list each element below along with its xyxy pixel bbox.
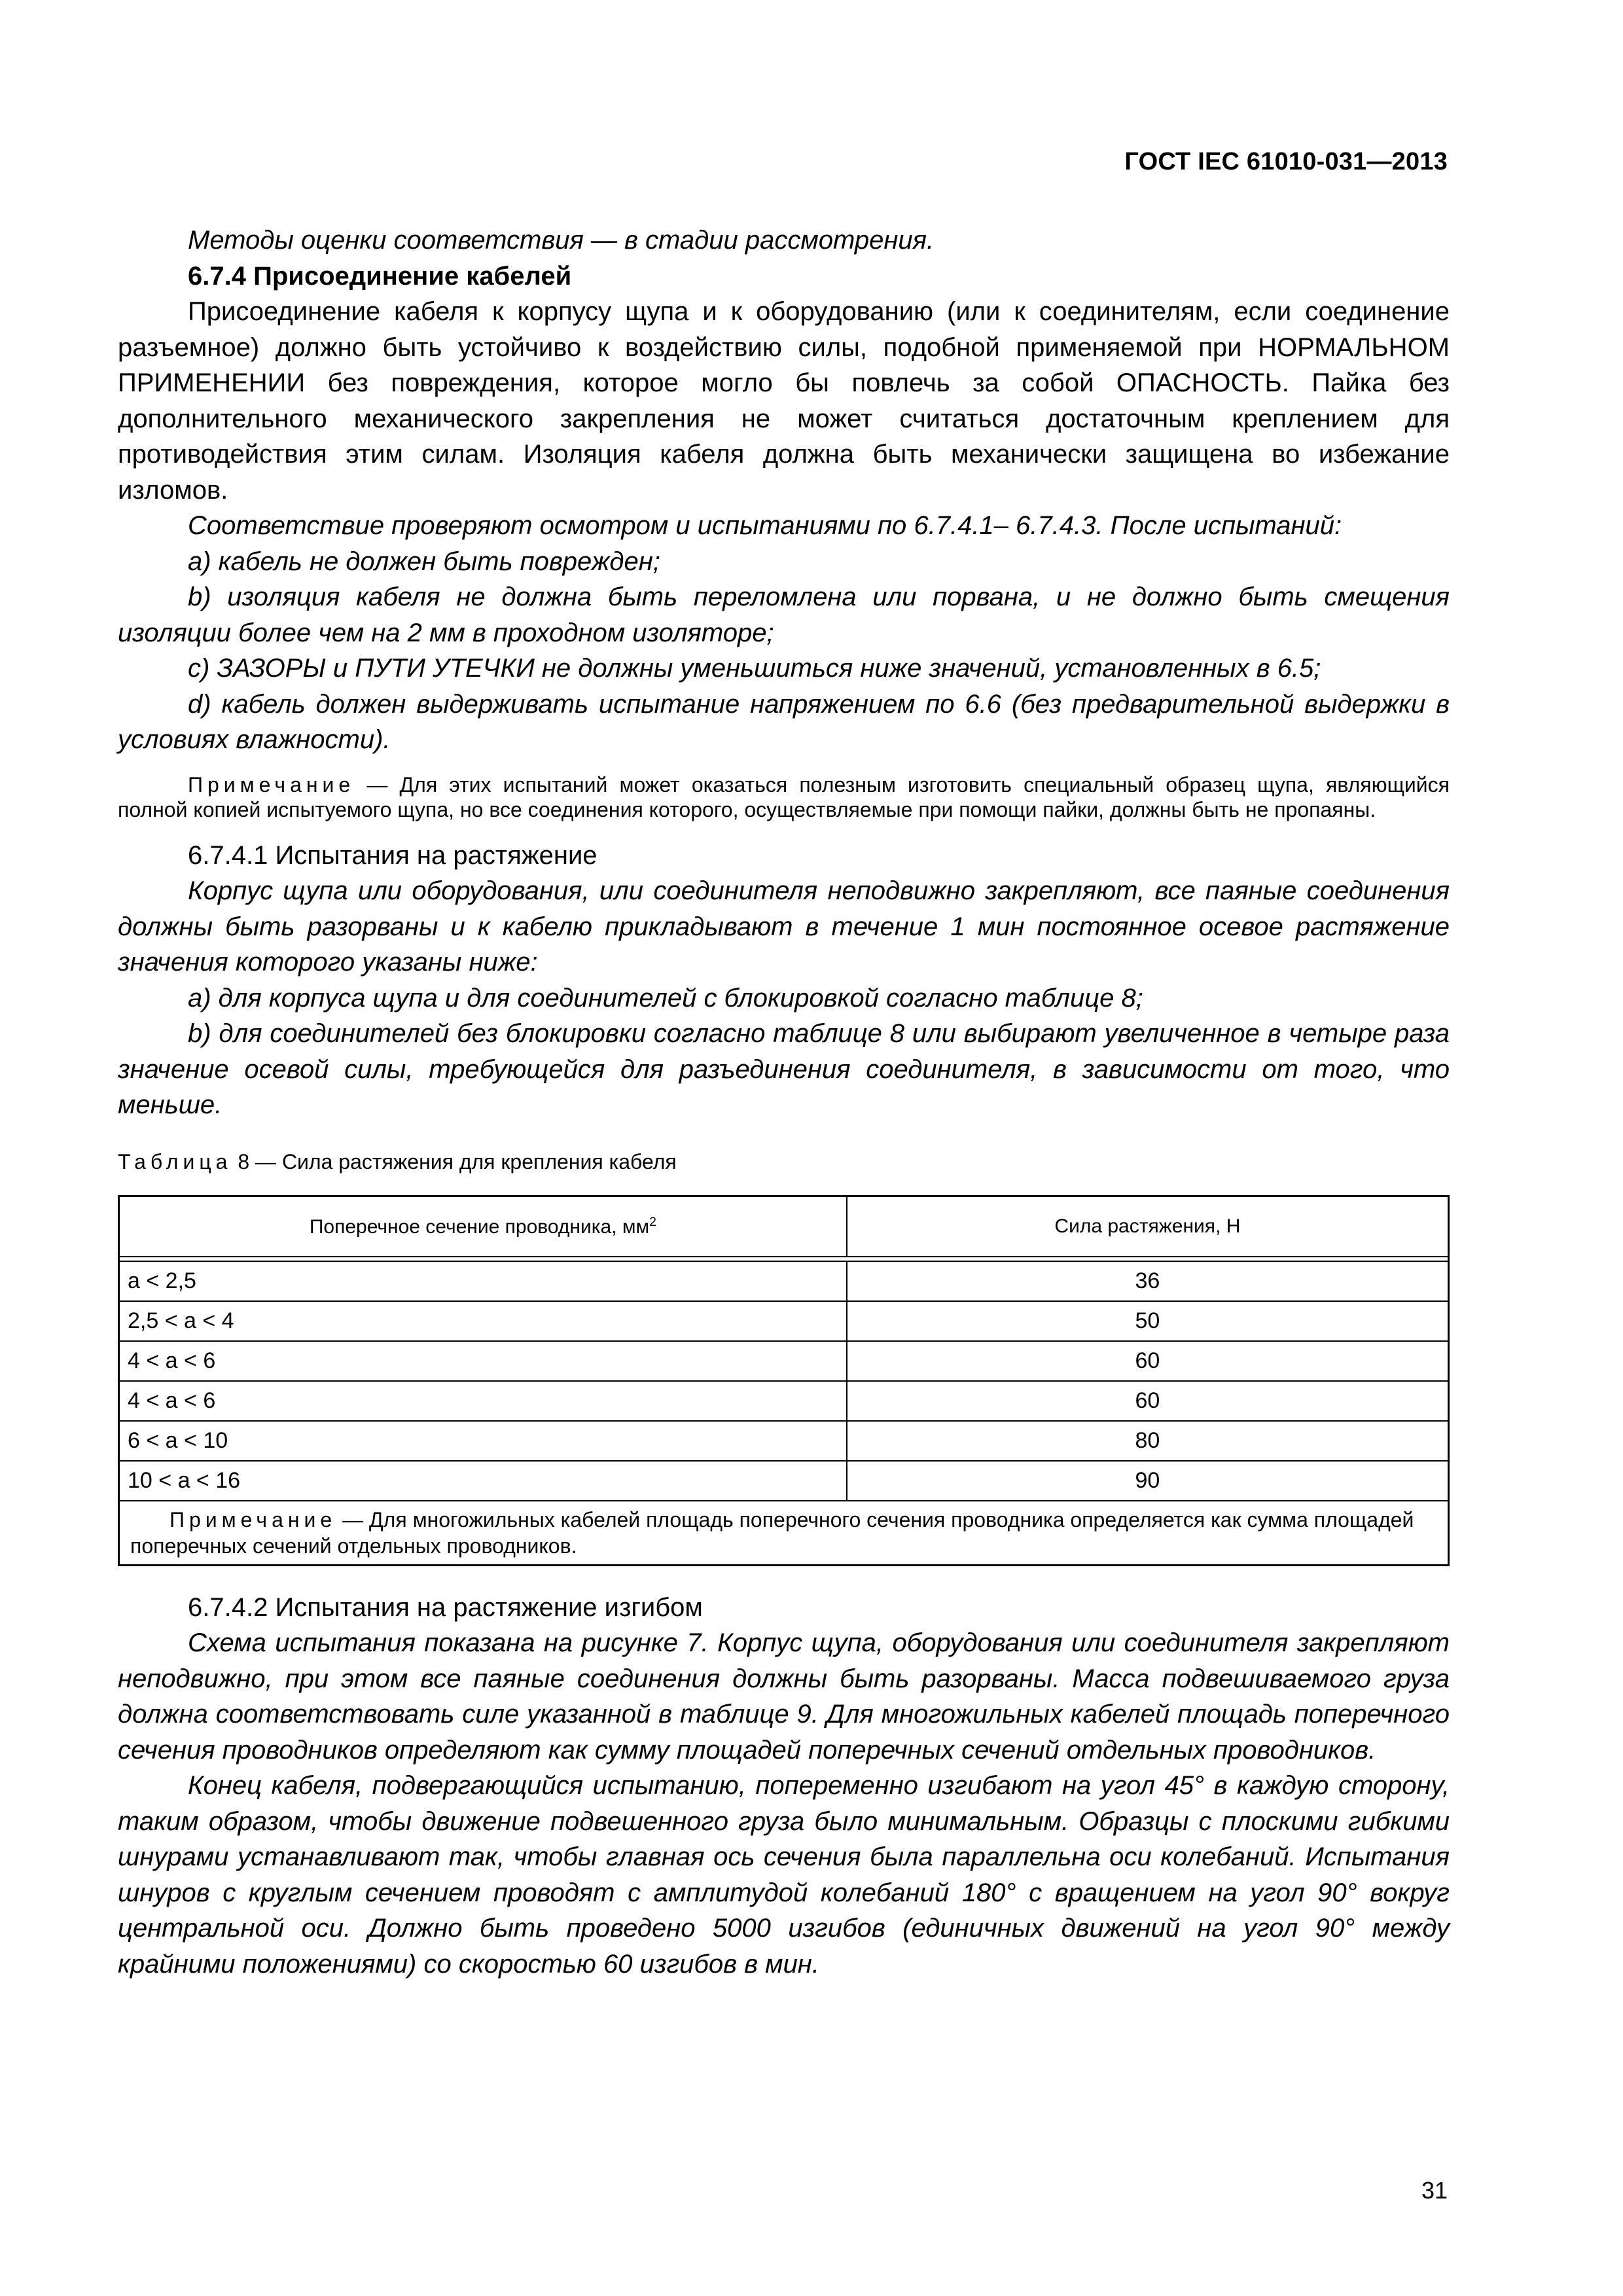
section-title-6741: 6.7.4.1 Испытания на растяжение <box>188 840 597 870</box>
table-cell-section: a < 2,5 <box>119 1261 847 1301</box>
table-8 <box>118 1195 1450 1566</box>
table-row <box>119 1421 1449 1461</box>
table-note-label: Примечание <box>169 1507 337 1532</box>
table-header-section: Поперечное сечение проводника, $мм^2$ <box>119 1196 847 1257</box>
table-cell-force: 50 <box>847 1301 1449 1341</box>
section-title-674: 6.7.4 Присоединение кабелей <box>188 261 572 291</box>
methods-text: Методы оценки соответствия — в стадии рассмотрения. <box>188 226 935 255</box>
page-content <box>118 223 1450 1982</box>
table-cell-section: 2,5 < a < 4 <box>119 1301 847 1341</box>
table-separator <box>119 1257 1449 1261</box>
table-cell-section: 6 < a < 10 <box>119 1421 847 1461</box>
table-header-row <box>119 1196 1449 1257</box>
table-row <box>119 1461 1449 1501</box>
table-header-force: Сила растяжения, Н <box>847 1196 1449 1257</box>
note-label: Примечание <box>188 772 355 797</box>
table-caption <box>118 1149 1450 1174</box>
section-6742-p1: Схема испытания показана на рисунке 7. Корпус щупа, оборудования или соединителя закрепляют неподвижно, при этом все паяные соединения должны быть разорваны. Масса подвешиваемого груза должна соответствовать силе указанной в таблице 9. Для многожильных кабелей площадь поперечного сечения проводников определяют как сумму площадей поперечных сечений отдельных проводников. <box>118 1628 1450 1765</box>
table-row <box>119 1261 1449 1301</box>
table-note-row <box>119 1501 1449 1566</box>
table-cell-force: 60 <box>847 1381 1449 1421</box>
table-note <box>119 1501 1449 1566</box>
list-item: a) кабель не должен быть поврежден; <box>188 547 660 576</box>
section-674-check: Соответствие проверяют осмотром и испытаниями по 6.7.4.1– 6.7.4.3. После испытаний: <box>188 511 1342 540</box>
table-note-text: — Для многожильных кабелей площадь поперечного сечения проводника определяется как сумма площадей поперечных сечений отдельных проводников. <box>130 1507 1414 1558</box>
table-row <box>119 1341 1449 1381</box>
note-674 <box>118 772 1450 822</box>
table-cell-section: 4 < a < 6 <box>119 1341 847 1381</box>
table-caption-text: 8 — Сила растяжения для крепления кабеля <box>232 1149 677 1174</box>
list-item: b) изоляция кабеля не должна быть переломлена или порвана, и не должно быть смещения изоляции более чем на 2 мм в проходном изоляторе; <box>118 583 1450 647</box>
list-item: d) кабель должен выдерживать испытание напряжением по 6.6 (без предварительной выдержки в условиях влажности). <box>118 689 1450 754</box>
section-674-body: Присоединение кабеля к корпусу щупа и к оборудованию (или к соединителям, если соединение разъемное) должно быть устойчиво к воздействию силы, подобной применяемой при НОРМАЛЬНОМ ПРИМЕНЕНИИ без повреждения, которое могло бы повлечь за собой ОПАСНОСТЬ. Пайка без дополнительного механического закрепления не может считаться достаточным креплением для противодействия этим силам. Изоляция кабеля должна быть механически защищена во избежание изломов. <box>118 297 1450 505</box>
table-cell-section: 4 < a < 6 <box>119 1381 847 1421</box>
table-cell-force: 80 <box>847 1421 1449 1461</box>
section-6742-p2: Конец кабеля, подвергающийся испытанию, попеременно изгибают на угол 45° в каждую сторону, таким образом, чтобы движение подвешенного груза было минимальным. Образцы с плоскими гибкими шнурами устанавливают так, чтобы главная ось сечения была параллельна оси колебаний. Испытания шнуров с круглым сечением проводят с амплитудой колебаний 180° с вращением на угол 90° вокруг центральной оси. Должно быть проведено 5000 изгибов (единичных движений на угол 90° между крайними положениями) со скоростью 60 изгибов в мин. <box>118 1771 1450 1979</box>
section-title-6742: 6.7.4.2 Испытания на растяжение изгибом <box>188 1592 703 1622</box>
list-item: a) для корпуса щупа и для соединителей с блокировкой согласно таблице 8; <box>188 983 1143 1013</box>
document-header: ГОСТ IEC 61010-031—2013 <box>1124 148 1448 175</box>
table-cell-section: 10 < a < 16 <box>119 1461 847 1501</box>
table-cell-force: 90 <box>847 1461 1449 1501</box>
list-item: c) ЗАЗОРЫ и ПУТИ УТЕЧКИ не должны уменьшиться ниже значений, установленных в 6.5; <box>188 654 1321 683</box>
note-text: — Для этих испытаний может оказаться полезным изготовить специальный образец щупа, являющийся полной копией испытуемого щупа, но все соединения которого, осуществляемые при помощи пайки, должны быть не пропаяны. <box>118 772 1450 821</box>
table-row <box>119 1301 1449 1341</box>
table-caption-label: Таблица <box>118 1149 232 1174</box>
table-cell-force: 36 <box>847 1261 1449 1301</box>
table-cell-force: 60 <box>847 1341 1449 1381</box>
page-number: 31 <box>1421 2177 1448 2204</box>
list-item: b) для соединителей без блокировки согласно таблице 8 или выбирают увеличенное в четыре раза значение осевой силы, требующейся для разъединения соединителя, в зависимости от того, что меньше. <box>118 1019 1450 1119</box>
table-row <box>119 1381 1449 1421</box>
section-6741-body: Корпус щупа или оборудования, или соединителя неподвижно закрепляют, все паяные соединения должны быть разорваны и к кабелю прикладывают в течение 1 мин постоянное осевое растяжение значения которого указаны ниже: <box>118 876 1450 977</box>
